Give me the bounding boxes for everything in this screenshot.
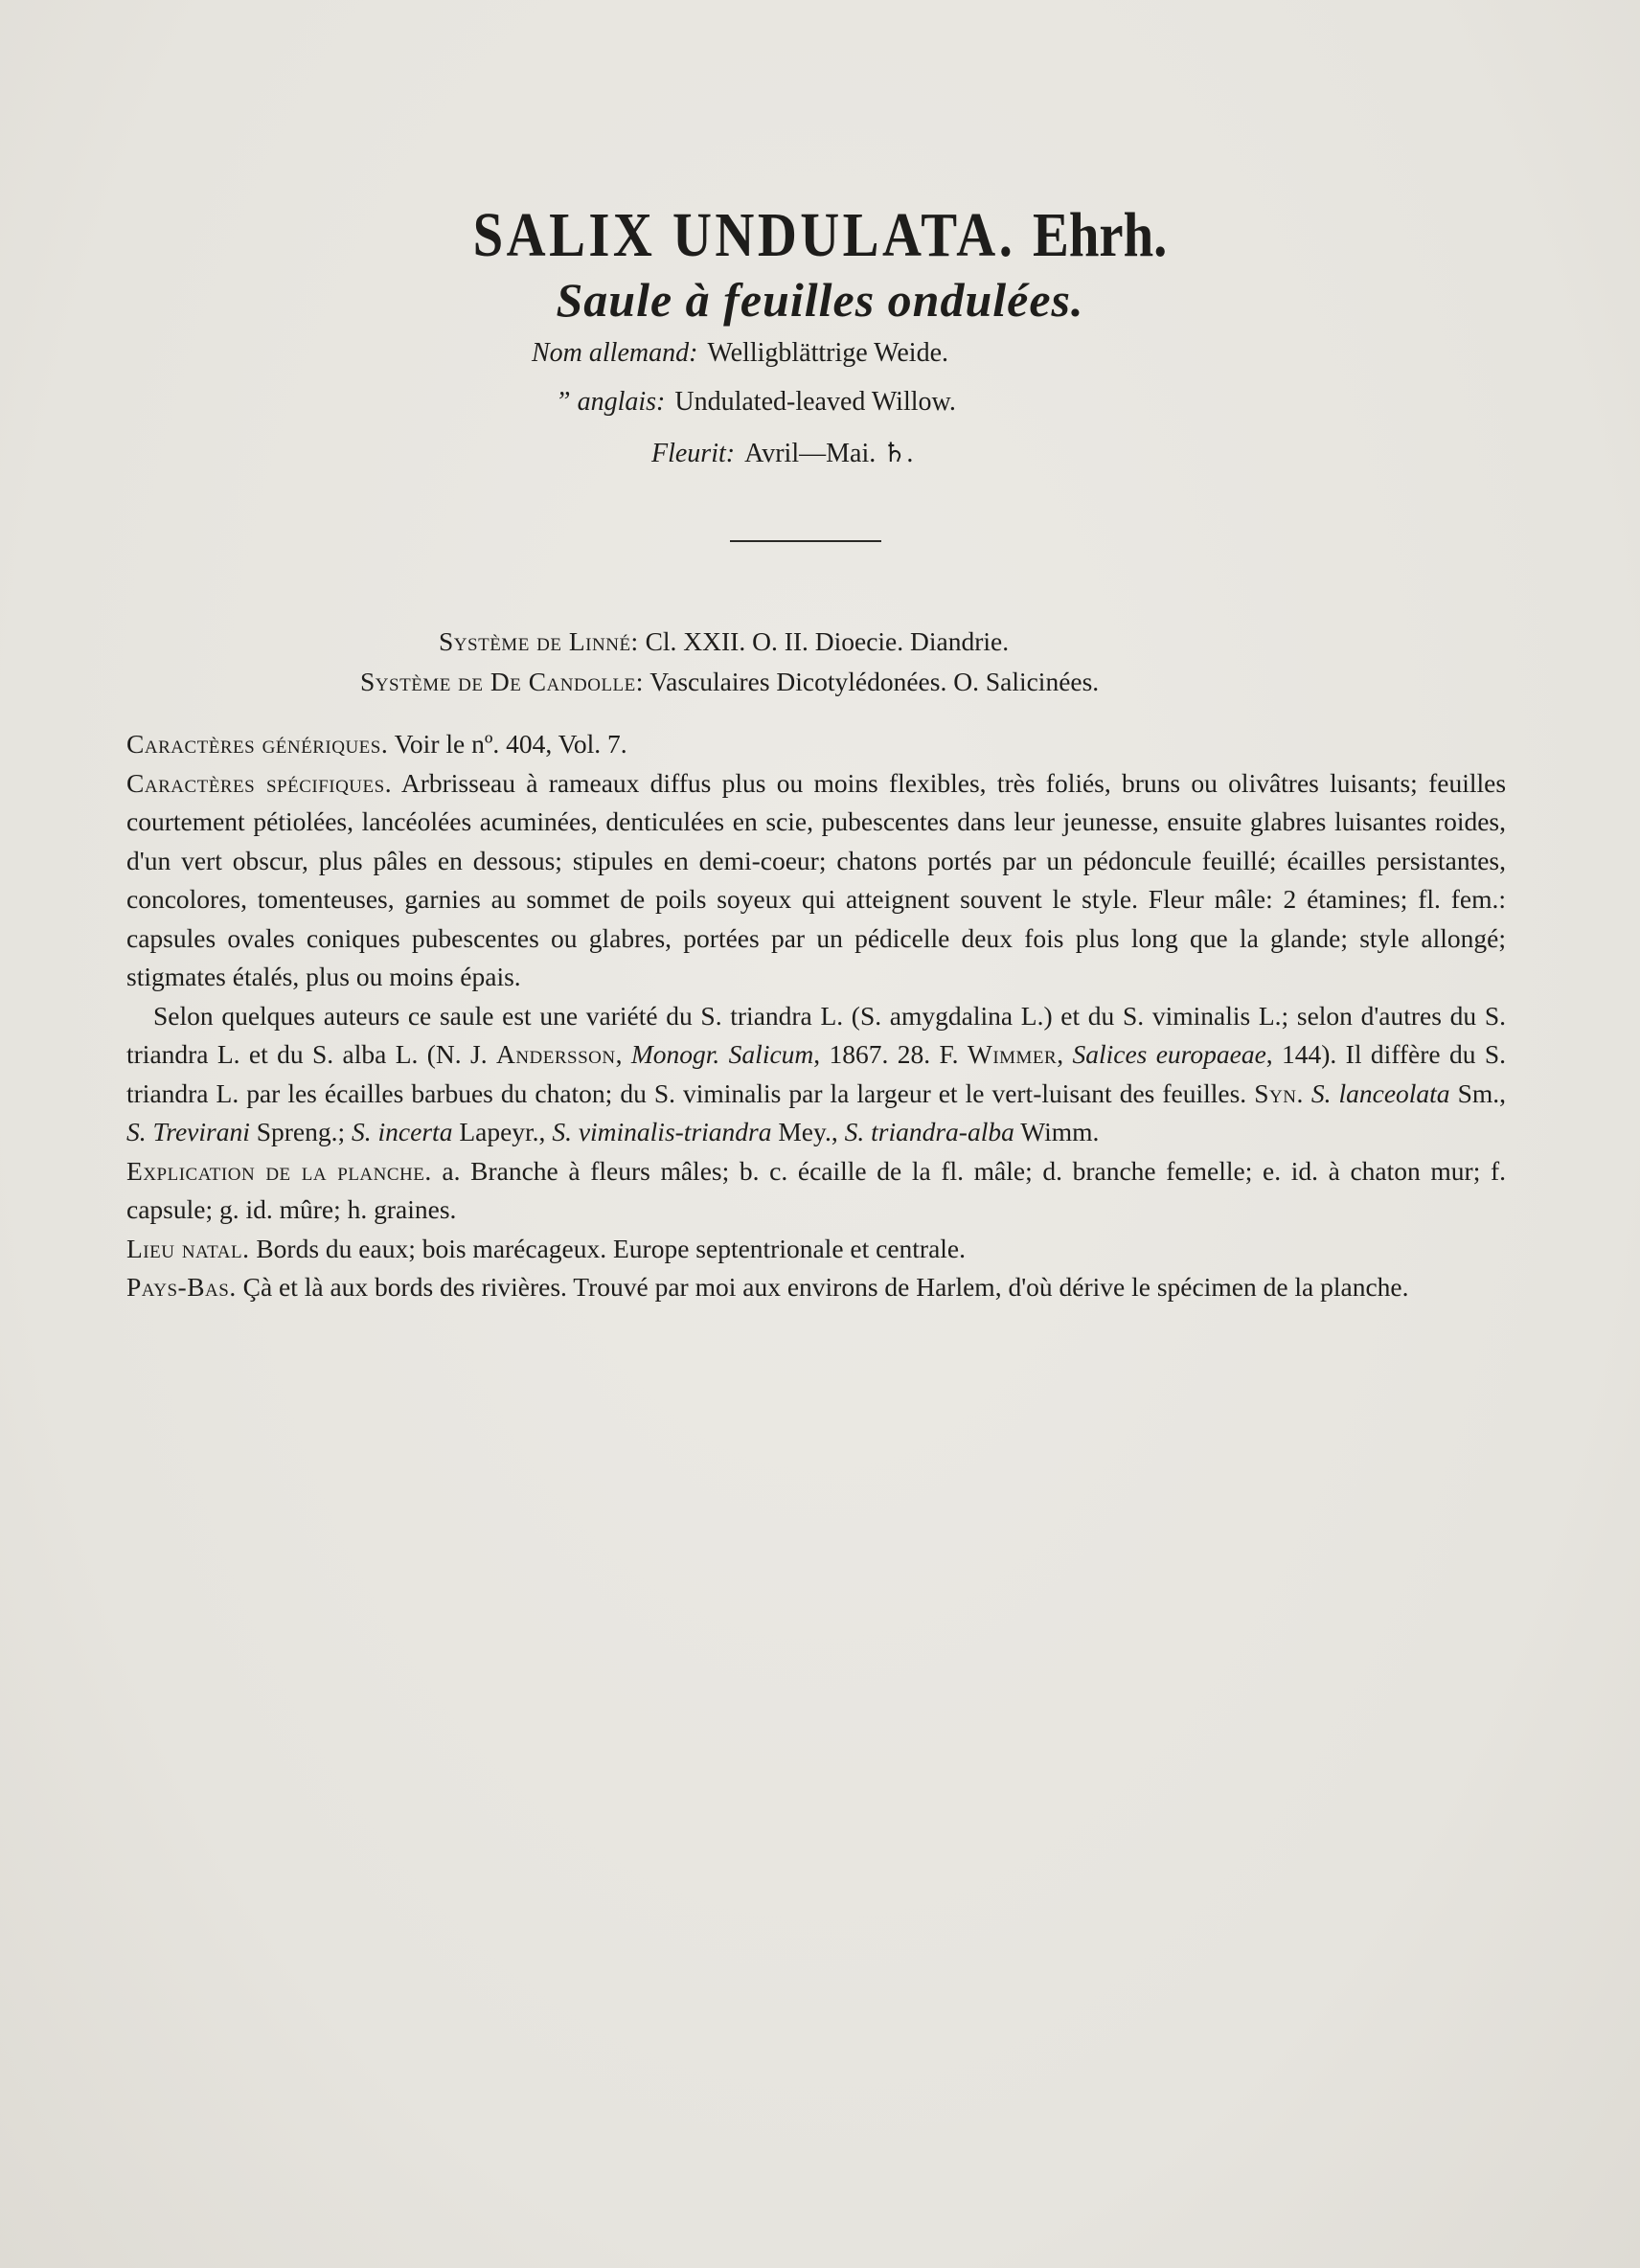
specific-label: Caractères spécifiques. — [126, 767, 393, 798]
system-linne-value: Cl. XXII. O. II. Dioecie. Diandrie. — [645, 626, 1010, 656]
selon-text-2: , 1867. 28. F. — [813, 1039, 959, 1069]
system-decandolle-value: Vasculaires Dicotylédonées. O. Salicinées. — [649, 667, 1100, 696]
syn-incerta: S. incerta — [352, 1117, 453, 1146]
netherlands-locality — [126, 1268, 1506, 1307]
title-author: Ehrh. — [1032, 200, 1168, 270]
author-wimmer: Wimmer — [967, 1039, 1058, 1069]
title-main: SALIX UNDULATA. — [472, 200, 1016, 270]
flowering-value: Avril—Mai. ♄. — [744, 439, 914, 468]
name-german-value: Welligblättrige Weide. — [707, 338, 948, 368]
work-salices: Salices europaeae — [1072, 1039, 1266, 1069]
generic-characters — [126, 725, 1506, 764]
page-title — [115, 199, 1525, 272]
specific-characters — [126, 764, 1506, 997]
name-english-label: ” anglais: — [556, 387, 666, 417]
selon-text-7: Mey., — [778, 1117, 838, 1146]
syn-trevirani: S. Trevirani — [126, 1117, 250, 1146]
selon-text-4: Sm., — [1457, 1077, 1507, 1108]
pays-label: Pays-Bas. — [126, 1272, 237, 1302]
generic-label: Caractères génériques. — [126, 729, 389, 759]
selon-text-6: Lapeyr., — [459, 1117, 546, 1146]
native-habitat — [126, 1230, 1506, 1269]
lieu-text: Bords du eaux; bois marécageux. Europe septentrionale et centrale. — [256, 1233, 967, 1263]
synonymy-paragraph: Selon quelques auteurs ce saule est une variété du S. triandra L. (S. amygdalina L.) et du S. viminalis L.; selon d'autres du S. triandra L. et du S. alba L. (N. J. Andersson, Monogr. Salicum, 1867. 28. F. Wimmer, Salices europaeae, 144). Il diffère du S. triandra L. par les écailles barbues du chaton; du S. viminalis par la largeur et le vert-luisant des feuilles. Syn. S. lanceolata Sm., S. Trevirani Spreng.; S. incerta Lapeyr., S. viminalis-triandra Mey., S. triandra-alba Wimm. — [126, 1000, 1507, 1146]
lieu-label: Lieu natal. — [126, 1233, 250, 1263]
flowering-label: Fleurit: — [651, 439, 736, 468]
explication-text: a. Branche à fleurs mâles; b. c. écaille de la fl. mâle; d. branche femelle; e. id. à chaton mur; f. capsule; g. id. mûre; h. graines. — [126, 1155, 1507, 1224]
syn-triandra-alba: S. triandra-alba — [844, 1117, 1014, 1146]
syn-lanceolata: S. lanceolata — [1310, 1077, 1450, 1108]
name-german — [532, 338, 948, 369]
specific-text: Arbrisseau à rameaux diffus plus ou moins flexibles, très foliés, bruns ou olivâtres luisants; feuilles courtement pétiolées, lancéolées acuminées, denticulées en scie, pubescentes dans leur jeunesse, ensuite glabres luisantes roides, d'un vert obscur, plus pâles en dessous; stipules en demi-coeur; chatons portés par un pédoncule feuillé; écailles persistantes, concolores, tomenteuses, garnies au sommet de poils soyeux qui atteignent souvent le style. Fleur mâle: 2 étamines; fl. fem.: capsules ovales coniques pubescentes ou glabres, portées par un pédicelle deux fois plus long que la glande; style allongé; stigmates étalés, plus ou moins épais. — [126, 767, 1507, 991]
system-decandolle — [360, 663, 1414, 702]
page-subtitle: Saule à feuilles ondulées. — [556, 273, 1084, 327]
description — [126, 725, 1506, 1307]
selon-text-1: Selon quelques auteurs ce saule est une variété du S. triandra L. (S. amygdalina L.) et du S. viminalis L.; selon d'autres du S. triandra L. et du S. alba L. (N. J. — [126, 1000, 1506, 1069]
syn-viminalis-triandra: S. viminalis-triandra — [552, 1117, 772, 1146]
flowering — [651, 437, 913, 469]
selon-text-5: Spreng.; — [256, 1117, 346, 1146]
work-monogr: Monogr. Salicum — [630, 1039, 814, 1069]
selon-text-8: Wimm. — [1020, 1117, 1100, 1146]
name-german-label: Nom allemand: — [532, 338, 698, 368]
syn-label: Syn. — [1254, 1077, 1304, 1108]
explication-label: Explication de la planche. — [126, 1155, 432, 1186]
system-decandolle-label: Système de De Candolle: — [360, 667, 644, 696]
system-linne — [439, 623, 1397, 662]
selon-text-3: , 144). Il diffère du S. triandra L. par les écailles barbues du chaton; du S. viminalis par la largeur et le vert-luisant des feuilles. — [126, 1039, 1507, 1108]
pays-text: Çà et là aux bords des rivières. Trouvé par moi aux environs de Harlem, d'où dérive le spécimen de la planche. — [242, 1272, 1409, 1302]
generic-text: Voir le nº. 404, Vol. 7. — [394, 729, 627, 759]
divider — [730, 540, 881, 542]
name-english-value: Undulated-leaved Willow. — [674, 387, 956, 417]
name-english — [556, 387, 956, 418]
plate-explanation — [126, 1152, 1506, 1230]
author-andersson: Andersson — [495, 1039, 616, 1069]
system-linne-label: Système de Linné: — [439, 626, 639, 656]
